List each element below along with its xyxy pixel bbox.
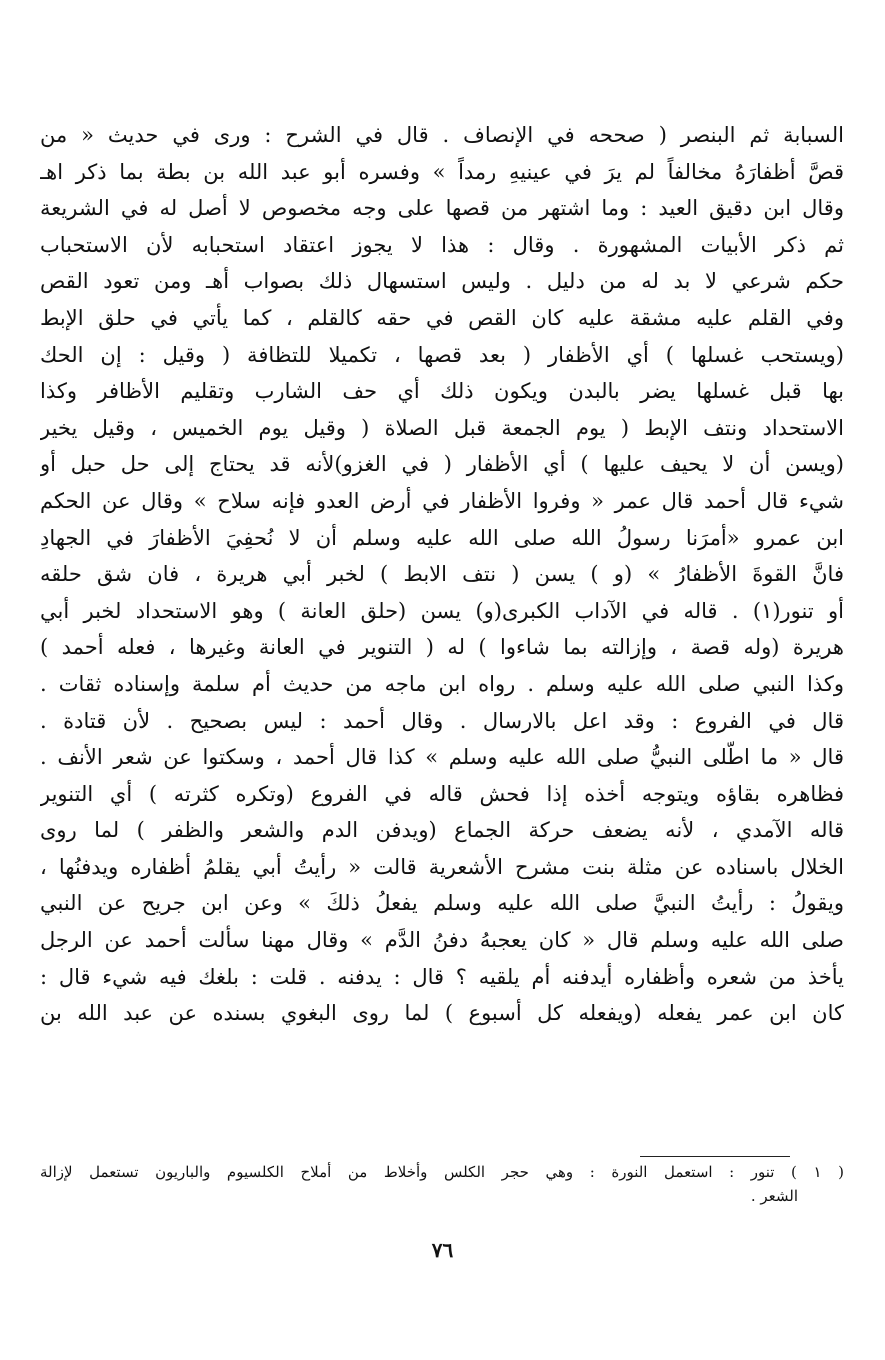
text-line: وقال ابن دقيق العيد : وما اشتهر من قصها على وجه مخصوص لا أصل له في الشريعة (40, 196, 844, 221)
body-text (40, 117, 844, 1032)
text-line: (ويستحب غسلها ) أي الأظفار ( بعد قصها ، تكميلا للتظافة ( وقيل : إن الحك (40, 342, 844, 367)
footnote-line: الشعر . (750, 1187, 798, 1205)
text-line: فظاهره بقاؤه ويتوجه أخذه إذا فحش قاله في الفروع (وتكره كثرته ) أي التنوير (40, 781, 844, 806)
text-line: وفي القلم عليه مشقة عليه كان القص في حقه كالقلم ، كما يأتي في حلق الإبط (40, 305, 844, 330)
text-line: قصَّ أظفارَهُ مخالفاً لم يرَ في عينيهِ رمداً » وفسره أبو عبد الله بن بطة بما ذكر اهـ (40, 159, 844, 184)
text-line: قال « ما اطّلى النبيُّ صلى الله عليه وسلم » كذا قال أحمد ، وسكتوا عن شعر الأنف . (40, 745, 844, 770)
text-line: ويقولُ : رأيتُ النبيَّ صلى الله عليه وسلم يفعلُ ذلكَ » وعن ابن جريح عن النبي (40, 891, 844, 916)
text-line: (ويسن أن لا يحيف عليها ) أي الأظفار ( في الغزو)لأنه قد يحتاج إلى حل حبل أو (40, 452, 844, 477)
text-line: وكذا النبي صلى الله عليه وسلم . رواه ابن ماجه من حديث أم سلمة وإسناده ثقات . (40, 671, 844, 696)
text-line: أو تنور(١) . قاله في الآداب الكبرى(و) يسن (حلق العانة ) وهو الاستحداد لخبر أبي (40, 598, 844, 623)
text-line: السبابة ثم البنصر ( صححه في الإنصاف . قال في الشرح : وری في حديث « من (40, 123, 844, 147)
footnote-separator (640, 1156, 790, 1157)
text-line: شيء قال أحمد قال عمر « وفروا الأظفار في أرض العدو فإنه سلاح » وقال عن الحكم (40, 488, 844, 513)
text-line: الاستحداد ونتف الإبط ( يوم الجمعة قبل الصلاة ( وقيل يوم الخميس ، وقيل يخير (40, 415, 844, 440)
footnote-line: ( ١ ) تنور : استعمل النورة : وهي حجر الكلس وأخلاط من أملاح الكلسيوم والباريون تستعمل لإزالة (40, 1163, 844, 1181)
text-line: قال في الفروع : وقد اعل بالارسال . وقال أحمد : ليس بصحيح . لأن قتادة . (40, 708, 844, 733)
text-line: كان ابن عمر يفعله (ويفعله كل أسبوع ) لما روى البغوي بسنده عن عبد الله بن (40, 1001, 844, 1026)
text-line: بها قبل غسلها يضر بالبدن ويكون ذلك أي حف الشارب وتقليم الأظافر وكذا (40, 379, 844, 404)
footnote (40, 1160, 844, 1208)
page-number: ٧٦ (431, 1238, 454, 1262)
text-line: الخلال باسناده عن مثلة بنت مشرح الأشعرية قالت « رأيتُ أبي يقلمُ أظفاره ويدفنُها ، (40, 854, 844, 879)
text-line: يأخذ من شعره وأظفاره أيدفنه أم يلقيه ؟ قال : يدفنه . قلت : بلغك فيه شيء قال : (40, 964, 844, 989)
text-line: حكم شرعي لا بد له من دليل . وليس استسهال ذلك بصواب أهـ ومن تعود القص (40, 269, 844, 294)
text-line: صلى الله عليه وسلم قال « كان يعجبهُ دفنُ الدَّم » وقال مهنا سألت أحمد عن الرجل (40, 928, 844, 953)
text-line: فانَّ القوةَ الأظفارُ » (و ) يسن ( نتف الابط ) لخبر أبي هريرة ، فان شق حلقه (40, 562, 844, 587)
text-line: هريرة (وله قصة ، وإزالته بما شاءوا ) له ( التنوير في العانة وغيرها ، فعله أحمد ) (40, 635, 844, 660)
text-line: ابن عمرو «أمرَنا رسولُ الله صلى الله عليه وسلم أن لا نُحفِيَ الأظفارَ في الجهادِ (40, 525, 844, 550)
text-line: ثم ذكر الأبيات المشهورة . وقال : هذا لا يجوز اعتقاد استحبابه لأن الاستحباب (40, 232, 844, 257)
text-line: قاله الآمدي ، لأنه يضعف حركة الجماع (ويدفن الدم والشعر والظفر ) لما روى (40, 818, 844, 843)
